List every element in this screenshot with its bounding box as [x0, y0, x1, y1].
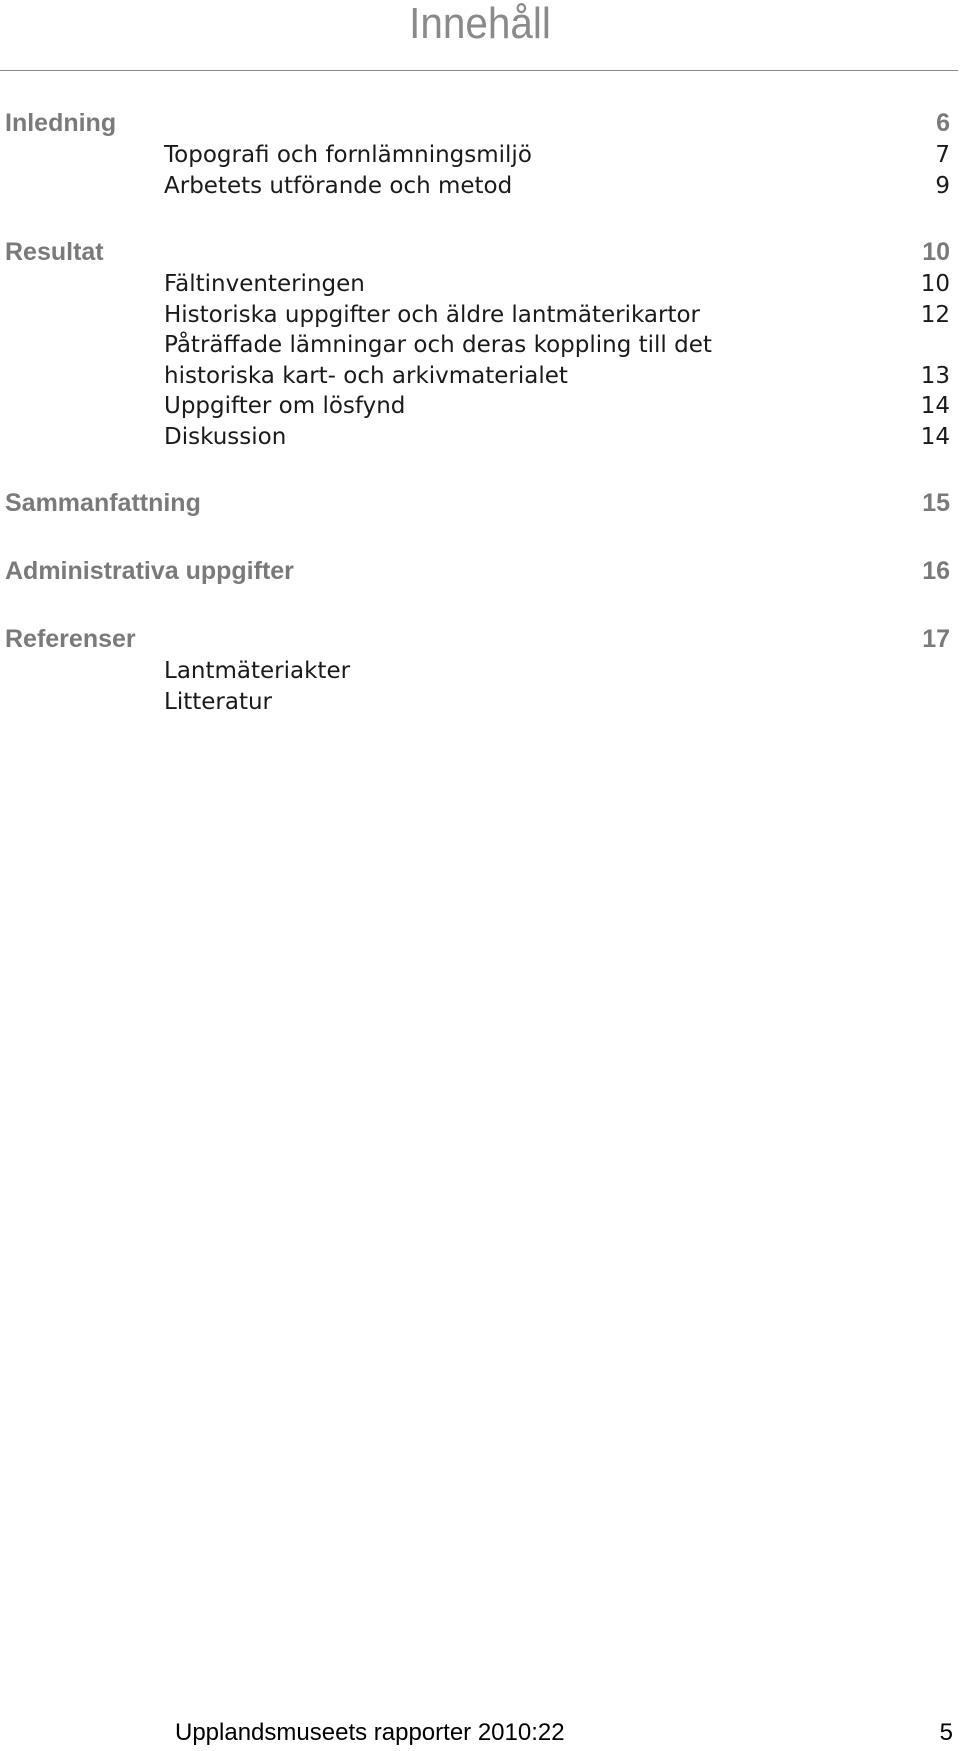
toc-entry-page: 6	[936, 109, 950, 137]
toc-subentry-arbetets-utforande[interactable]	[0, 171, 950, 202]
toc-section-inledning	[0, 106, 950, 201]
toc-subentry-label: Påträffade lämningar och deras koppling till det historiska kart- och arkivmaterialet	[164, 332, 712, 389]
toc-subentry-label: Lantmäteriakter	[164, 658, 351, 684]
toc-entry-page: 17	[922, 625, 950, 653]
toc-subentry-lantmateriakter[interactable]	[0, 656, 950, 687]
toc-subentry-diskussion[interactable]	[0, 422, 950, 453]
toc-entry-label: Resultat	[5, 238, 104, 266]
toc-subentry-page: 13	[920, 362, 950, 389]
toc-entry-referenser[interactable]	[0, 622, 950, 656]
toc-subentry-label: Fältinventeringen	[164, 271, 365, 297]
title-divider	[0, 70, 958, 71]
toc-subentry-label: Topografi och fornlämningsmiljö	[164, 142, 532, 168]
toc-subentry-uppgifter-om-losfynd[interactable]	[0, 391, 950, 422]
toc-subentry-page: 14	[920, 393, 950, 419]
toc-entry-label: Sammanfattning	[5, 489, 201, 517]
toc-subentry-label: Arbetets utförande och metod	[164, 172, 513, 199]
table-of-contents	[0, 106, 950, 751]
toc-entry-inledning[interactable]	[0, 106, 950, 140]
toc-subentry-page: 12	[920, 301, 950, 328]
toc-entry-sammanfattning[interactable]	[0, 486, 950, 520]
toc-section-administrativa-uppgifter	[0, 554, 950, 588]
toc-subentry-label: Diskussion	[164, 423, 287, 450]
toc-entry-label: Administrativa uppgifter	[5, 557, 294, 585]
page-footer	[0, 1718, 953, 1748]
toc-section-referenser	[0, 622, 950, 717]
toc-subentry-topografi[interactable]	[0, 140, 950, 171]
toc-subentry-label: Historiska uppgifter och äldre lantmäterikartor	[164, 301, 701, 328]
toc-entry-page: 16	[922, 557, 950, 585]
toc-subentry-page: 14	[920, 423, 950, 450]
footer-page-number: 5	[939, 1719, 953, 1746]
toc-subentry-historiska-uppgifter[interactable]	[0, 300, 950, 331]
toc-subentry-label: Uppgifter om lösfynd	[164, 393, 406, 419]
toc-subentry-page: 10	[920, 271, 950, 297]
toc-entry-label: Referenser	[5, 625, 136, 653]
footer-publication: Upplandsmuseets rapporter 2010:22	[175, 1719, 565, 1746]
toc-entry-page: 15	[922, 489, 950, 517]
toc-subentry-page: 7	[935, 142, 950, 168]
toc-subentry-patraffade-lamningar[interactable]	[0, 330, 950, 391]
toc-section-resultat	[0, 235, 950, 452]
toc-entry-administrativa-uppgifter[interactable]	[0, 554, 950, 588]
toc-section-sammanfattning	[0, 486, 950, 520]
toc-subentry-litteratur[interactable]	[0, 687, 950, 718]
toc-subentry-page: 9	[935, 172, 950, 199]
page-title: Innehåll	[409, 0, 551, 48]
toc-entry-resultat[interactable]	[0, 235, 950, 269]
toc-entry-label: Inledning	[5, 109, 117, 137]
toc-subentry-faltinventeringen[interactable]	[0, 269, 950, 300]
toc-entry-page: 10	[922, 238, 950, 266]
toc-subentry-label: Litteratur	[164, 688, 272, 715]
